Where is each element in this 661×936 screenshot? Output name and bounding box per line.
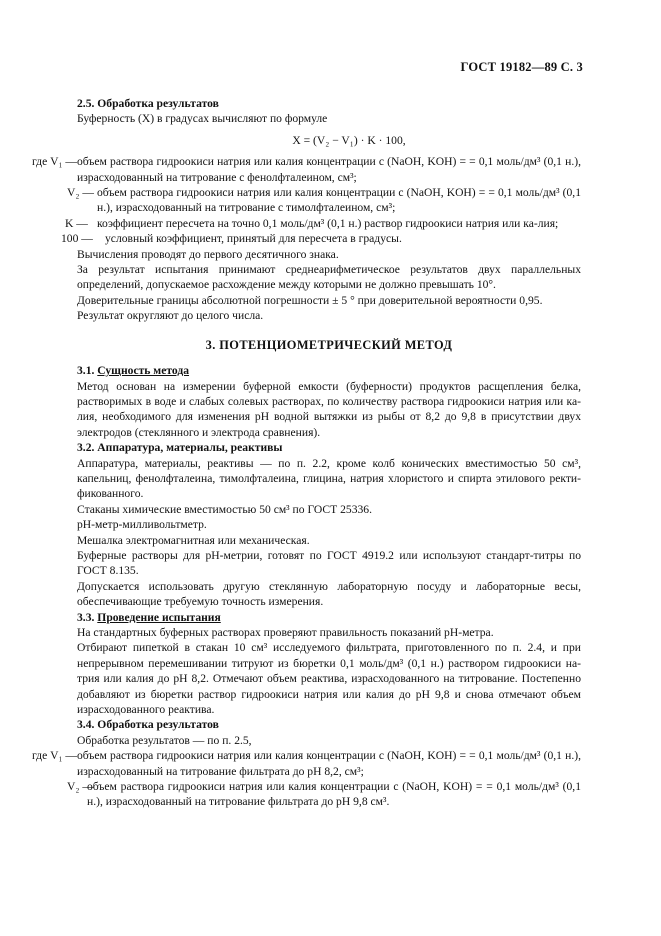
section-3-3-p1: На стандартных буферных растворах проверяют правильность показаний pH-метра.	[77, 626, 494, 639]
section-3-1-heading: 3.1. Сущность метода	[77, 364, 190, 378]
buffer-formula: X = (V₂ − V₁) · K · 100,	[292, 133, 406, 147]
section-3-2-p1: Аппаратура, материалы, реактивы — по п. 2.2, кроме колб конических вместимостью 50 см³, капельниц, фенолфталеина, тимолфталеина, глицина, натрия хлористого и спирта этилового ректи-фикованного.	[77, 456, 581, 501]
definition-100: 100 — условный коэффициент, принятый для пересчета в градусы.	[61, 232, 402, 246]
para-confidence: Доверительные границы абсолютной погрешности ± 5 ° при доверительной вероятности 0,95.	[77, 293, 543, 307]
definition-3-4-v1: где V₁ — объем раствора гидроокиси натрия или калия концентрации c (NaOH, KOH) = = 0,1 моль/дм³ (0,1 н.), израсходованный на титрование фильтрата до pH 8,2, см³;	[32, 749, 581, 778]
section-3-title: 3. ПОТЕНЦИОМЕТРИЧЕСКИЙ МЕТОД	[205, 337, 453, 352]
section-3-4-heading: 3.4. Обработка результатов	[77, 718, 219, 732]
section-2-5-intro: Буферность (X) в градусах вычисляют по формуле	[77, 112, 328, 126]
section-3-2-p6: Допускается использовать другую стеклянную лабораторную посуду и лабораторные весы, обеспечивающие требуемую точность измерения.	[77, 579, 581, 609]
definition-v1: где V₁ — объем раствора гидроокиси натрия или калия концентрации c (NaOH, KOH) = = 0,1 моль/дм³ (0,1 н.), израсходованный на титрование с фенолфталеином, см³;	[32, 155, 581, 184]
definition-v2: V₂ — объем раствора гидроокиси натрия или калия концентрации c (NaOH, KOH) = = 0,1 моль/дм³ (0,1 н.), израсходованный на титрование с тимолфталеином, см³;	[67, 186, 581, 215]
section-3-3-heading: 3.3. Проведение испытания	[77, 610, 221, 624]
page-content	[32, 96, 581, 810]
para-rounding: Результат округляют до целого числа.	[77, 309, 264, 323]
section-3-1-text: Метод основан на измерении буферной емкости (буферности) продуктов расщепления белка, растворимых в воде и слабых солевых растворах, по количеству раствора гидроокиси натрия или ка-лия, необходимого для изменения pH водной вытяжки из рыбы от 8,2 до 9,8 в присутствии двух электродов (стеклянного и электрода сравнения).	[77, 379, 581, 439]
section-3-3-p2: Отбирают пипеткой в стакан 10 см³ исследуемого фильтрата, приготовленного по п. 2.4, и при непрерывном перемешивании титруют из бюретки 0,1 моль/дм³ (0,1 н.) раствором гидроокиси на-трия или калия до pH 8,2. Отмечают объем реактива, израсходованного на титрование. Постепенно добавляют из бюретки раствор гидроокиси натрия или калия до pH 9,8 и снова отмечают объем израсходованного реактива.	[77, 641, 581, 717]
definition-k: K — коэффициент пересчета на точно 0,1 моль/дм³ (0,1 н.) раствор гидроокиси натрия или ка-лия;	[65, 216, 559, 230]
para-result-def: За результат испытания принимают среднеарифметическое результатов двух параллельных определений, допускаемое расхождение между которыми не должно превышать 10°.	[77, 263, 581, 292]
section-2-5-title: 2.5. Обработка результатов	[77, 97, 219, 110]
section-3-2-p5: Буферные растворы для pH-метрии, готовят по ГОСТ 4919.2 или используют стандарт-титры по ГОСТ 8.135.	[77, 548, 581, 578]
page-header: ГОСТ 19182—89 С. 3	[460, 60, 583, 74]
section-3-4-p1: Обработка результатов — по п. 2.5,	[77, 733, 252, 747]
section-3-2-p3: pH-метр-милливольтметр.	[77, 518, 207, 532]
section-3-2-heading: 3.2. Аппаратура, материалы, реактивы	[77, 441, 283, 455]
definition-3-4-v2: V₂ — объем раствора гидроокиси натрия или калия концентрации c (NaOH, KOH) = = 0,1 моль/дм³ (0,1 н.), израсходованный на титрование фильтрата до pH 9,8 см³.	[67, 780, 581, 809]
section-3-2-p4: Мешалка электромагнитная или механическая.	[77, 533, 310, 547]
para-calculations: Вычисления проводят до первого десятичного знака.	[77, 247, 339, 261]
section-3-2-p2: Стаканы химические вместимостью 50 см³ по ГОСТ 25336.	[77, 502, 372, 516]
